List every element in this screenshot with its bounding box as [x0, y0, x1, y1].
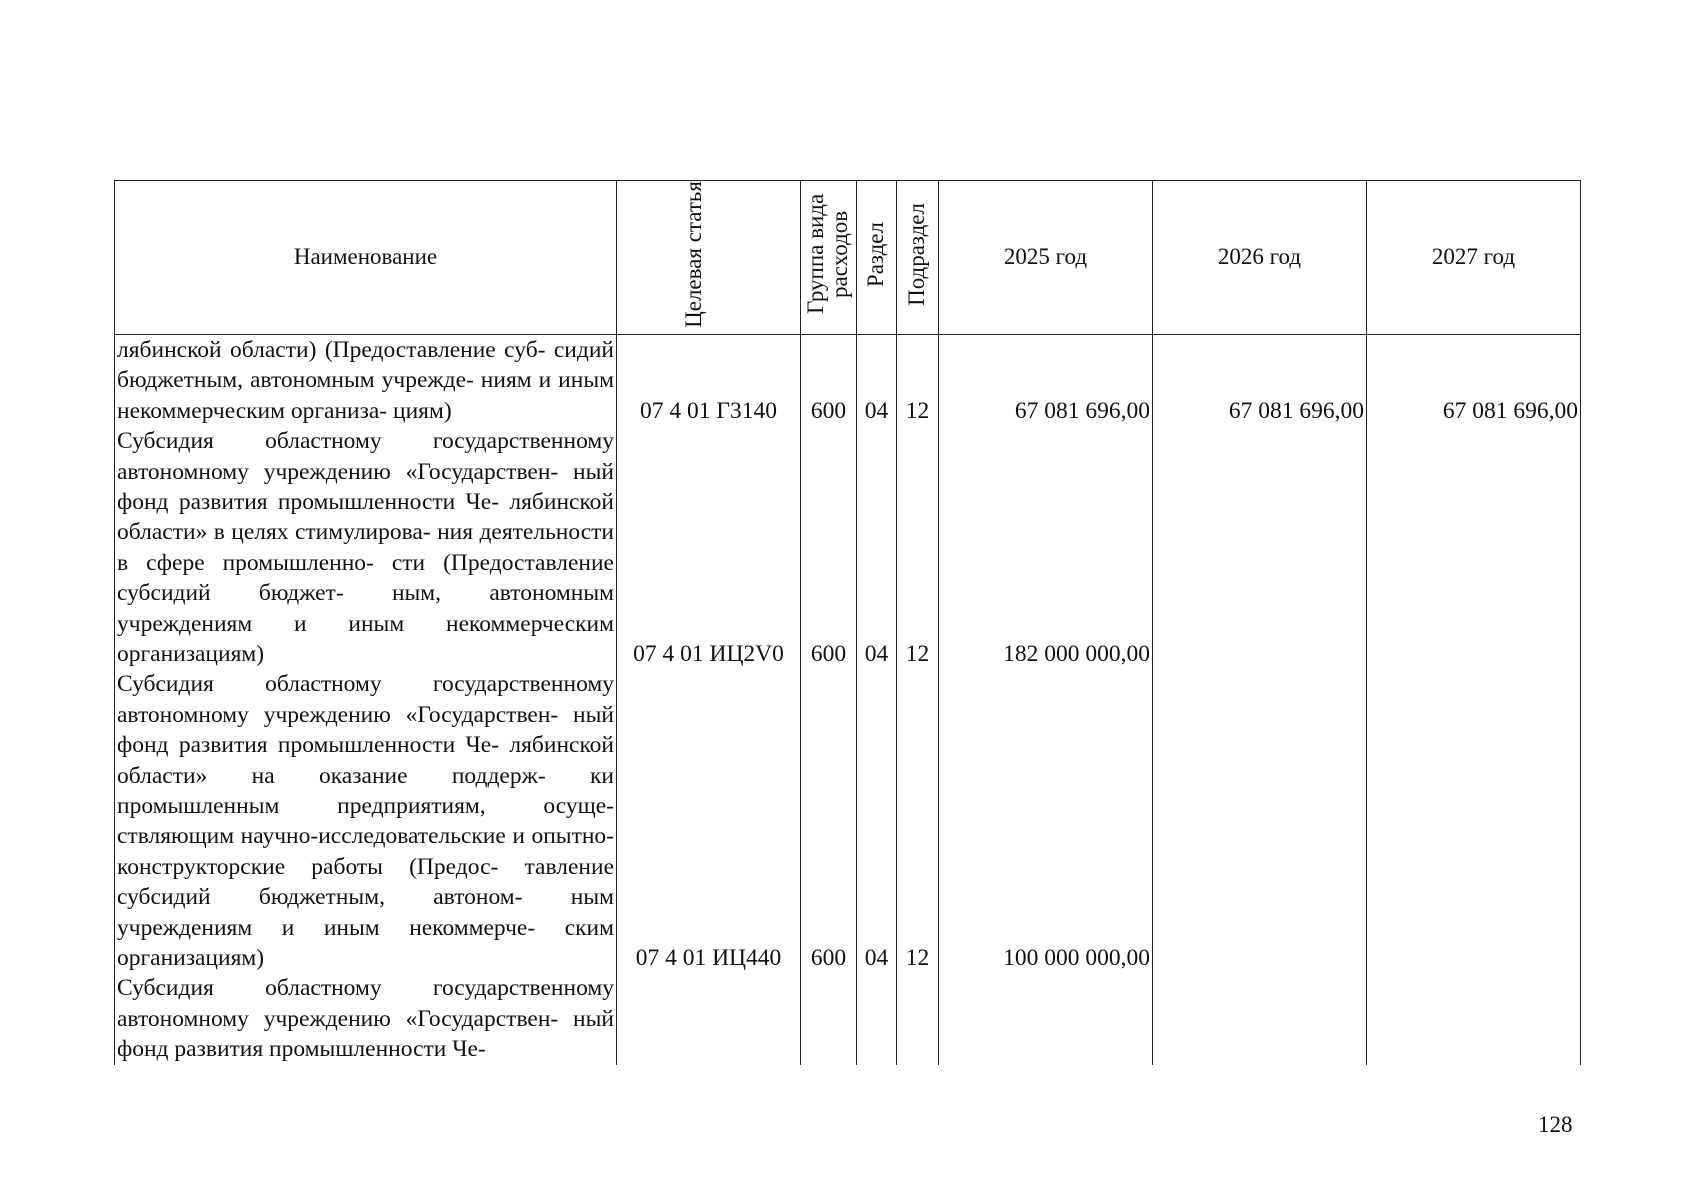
- row-code: 07 4 01 Г3140: [617, 334, 801, 426]
- budget-table: [114, 180, 1581, 1065]
- header-2025: 2025 год: [939, 181, 1153, 335]
- row-group: 600: [801, 334, 857, 426]
- row-2026: [1153, 973, 1367, 1064]
- row-2025: 100 000 000,00: [939, 669, 1153, 973]
- row-name: Субсидия областному государственному автономному учреждению «Государствен- ный фонд развития промышленности Че- лябинской области» в целях стимулирова- ния деятельности в сфере промышленно- сти (Предоставление субсидий бюджет- ным, автономным учреждениям и иным некоммерческим организациям): [115, 426, 617, 669]
- table-row: [115, 426, 1581, 669]
- header-2026: 2026 год: [1153, 181, 1367, 335]
- table-row: [115, 669, 1581, 973]
- table-row: [115, 334, 1581, 426]
- row-code: 07 4 01 ИЦ2V0: [617, 426, 801, 669]
- header-target-article: Целевая статья: [617, 181, 801, 335]
- table-row: [115, 973, 1581, 1064]
- row-group: 600: [801, 426, 857, 669]
- table-header-row: [115, 181, 1581, 335]
- header-subsection: Подраздел: [897, 181, 939, 335]
- row-2025: 182 000 000,00: [939, 426, 1153, 669]
- row-code: [617, 973, 801, 1064]
- header-name: Наименование: [115, 181, 617, 335]
- row-2027: [1367, 669, 1581, 973]
- row-group: [801, 973, 857, 1064]
- header-2027: 2027 год: [1367, 181, 1581, 335]
- row-2026: [1153, 426, 1367, 669]
- row-2026: [1153, 669, 1367, 973]
- header-section: Раздел: [857, 181, 897, 335]
- row-section: 04: [857, 334, 897, 426]
- row-subsection: 12: [897, 669, 939, 973]
- row-2025: [939, 973, 1153, 1064]
- row-name: Субсидия областному государственному автономному учреждению «Государствен- ный фонд развития промышленности Че- лябинской области» на оказание поддерж- ки промышленным предприятиям, осуще- ствляющим научно-исследовательские и опытно-конструкторские работы (Предос- тавление субсидий бюджетным, автоном- ным учреждениям и иным некоммерче- ским организациям): [115, 669, 617, 973]
- row-name: Субсидия областному государственному автономному учреждению «Государствен- ный фонд развития промышленности Че-: [115, 973, 617, 1064]
- page-number: 128: [1538, 1112, 1573, 1137]
- row-2027: 67 081 696,00: [1367, 334, 1581, 426]
- row-name: лябинской области) (Предоставление суб- сидий бюджетным, автономным учрежде- ниям и иным некоммерческим организа- циям): [115, 334, 617, 426]
- row-subsection: 12: [897, 334, 939, 426]
- row-group: 600: [801, 669, 857, 973]
- header-expense-group: Группа вида расходов: [801, 181, 857, 335]
- row-section: [857, 973, 897, 1064]
- row-subsection: 12: [897, 426, 939, 669]
- row-code: 07 4 01 ИЦ440: [617, 669, 801, 973]
- row-2025: 67 081 696,00: [939, 334, 1153, 426]
- row-2027: [1367, 426, 1581, 669]
- row-2027: [1367, 973, 1581, 1064]
- row-subsection: [897, 973, 939, 1064]
- row-2026: 67 081 696,00: [1153, 334, 1367, 426]
- row-section: 04: [857, 426, 897, 669]
- row-section: 04: [857, 669, 897, 973]
